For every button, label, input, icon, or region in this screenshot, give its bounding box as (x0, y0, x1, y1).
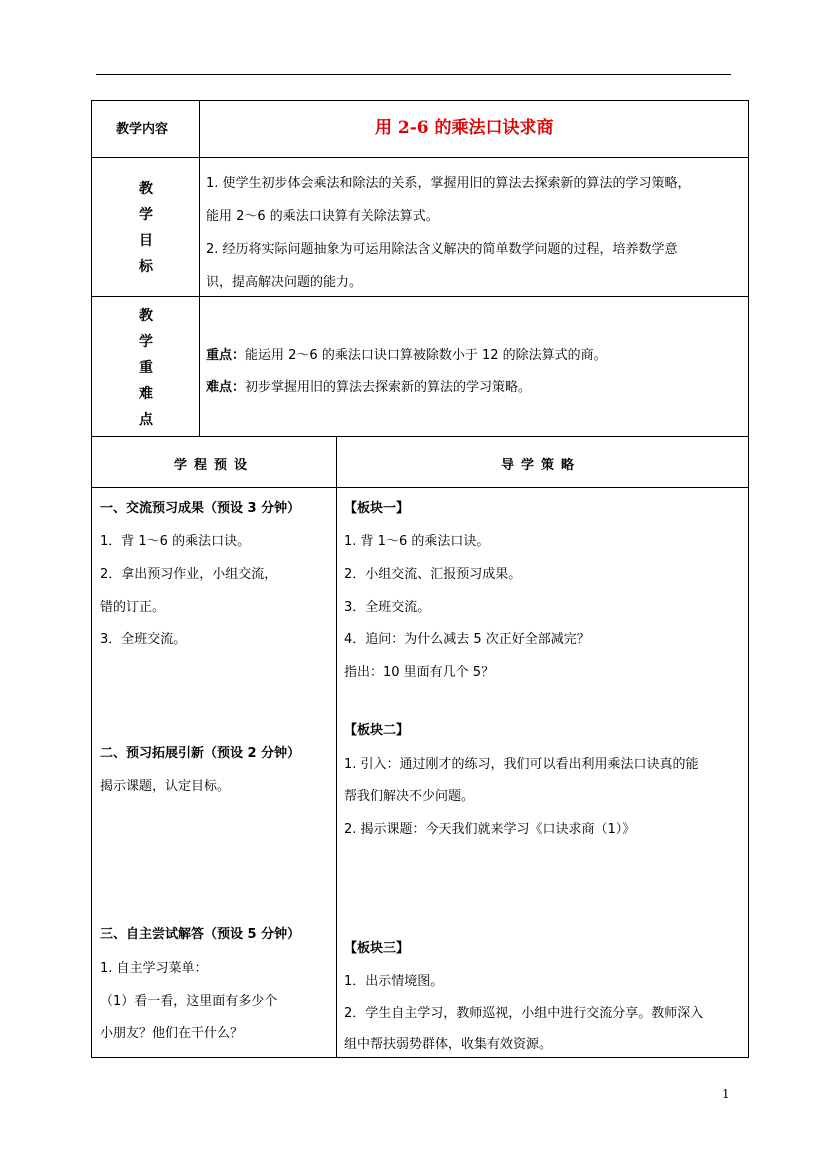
label-char: 学 (139, 207, 153, 223)
label-char: 学 (139, 334, 153, 350)
page-title: 用 2-6 的乘法口诀求商 (375, 118, 554, 138)
key-point-text: 能运用 2～6 的乘法口诀口算被除数小于 12 的除法算式的商。 (245, 348, 607, 363)
objective-line: 2. 经历将实际问题抽象为可运用除法含义解决的简单数学问题的过程，培养数学意 (206, 242, 678, 257)
left-line: 3．全班交流。 (100, 632, 187, 647)
block-title: 【板块二】 (344, 723, 410, 738)
block-title: 【板块三】 (344, 941, 410, 956)
right-line: 1. 引入：通过刚才的练习，我们可以看出利用乘法口诀真的能 (344, 757, 699, 772)
hard-point-text: 初步掌握用旧的算法去探索新的算法的学习策略。 (245, 380, 532, 395)
label-char: 重 (139, 360, 153, 376)
right-line: 2. 揭示课题：今天我们就来学习《口诀求商（1）》 (344, 822, 636, 837)
right-line: 2．小组交流、汇报预习成果。 (344, 567, 522, 582)
content-label: 教学内容 (116, 122, 169, 137)
label-char: 目 (139, 233, 153, 249)
left-line: （1）看一看，这里面有多少个 (100, 994, 278, 1009)
header-rule (96, 74, 731, 75)
right-line: 3．全班交流。 (344, 600, 431, 615)
right-line: 组中帮扶弱势群体，收集有效资源。 (344, 1037, 553, 1052)
page-number: 1 (722, 1087, 730, 1101)
left-line: 2．拿出预习作业，小组交流， (100, 567, 278, 582)
right-line: 1．出示情境图。 (344, 974, 444, 989)
label-char: 教 (139, 308, 153, 324)
left-line: 1. 自主学习菜单： (100, 961, 208, 976)
column-divider (336, 436, 337, 1058)
label-char: 难 (139, 386, 153, 402)
key-point (206, 344, 607, 363)
block-title: 【板块一】 (344, 501, 410, 516)
objectives-label (126, 176, 166, 280)
objective-line: 识，提高解决问题的能力。 (206, 275, 363, 290)
label-char: 教 (139, 181, 153, 197)
column-divider (199, 101, 200, 436)
label-char: 点 (139, 412, 153, 428)
section-title: 三、自主尝试解答（预设 5 分钟） (100, 927, 301, 942)
section-title: 二、预习拓展引新（预设 2 分钟） (100, 746, 301, 761)
column-header-right: 导学策略 (501, 458, 582, 473)
key-point-label: 重点： (206, 348, 246, 363)
left-line: 1．背 1～6 的乘法口诀。 (100, 534, 251, 549)
right-line: 2．学生自主学习，教师巡视，小组中进行交流分享。教师深入 (344, 1006, 704, 1021)
focus-label (126, 303, 166, 433)
hard-point (206, 376, 531, 395)
lesson-plan-table (91, 100, 749, 1058)
row-divider (92, 487, 748, 488)
right-line: 4．追问：为什么减去 5 次正好全部减完？ (344, 632, 590, 647)
column-header-left: 学程预设 (174, 458, 255, 473)
objective-line: 能用 2～6 的乘法口诀算有关除法算式。 (206, 209, 439, 224)
label-char: 标 (139, 259, 153, 275)
row-divider (92, 296, 748, 297)
section-title: 一、交流预习成果（预设 3 分钟） (100, 501, 301, 516)
left-line: 错的订正。 (100, 600, 166, 615)
hard-point-label: 难点： (206, 380, 246, 395)
left-line: 小朋友？他们在干什么？ (100, 1026, 244, 1041)
right-line: 帮我们解决不少问题。 (344, 789, 475, 804)
left-line: 揭示课题，认定目标。 (100, 779, 231, 794)
right-line: 指出：10 里面有几个 5？ (344, 665, 495, 680)
row-divider (92, 157, 748, 158)
right-line: 1. 背 1～6 的乘法口诀。 (344, 534, 490, 549)
row-divider (92, 436, 748, 437)
objective-line: 1. 使学生初步体会乘法和除法的关系，掌握用旧的算法去探索新的算法的学习策略， (206, 176, 691, 191)
